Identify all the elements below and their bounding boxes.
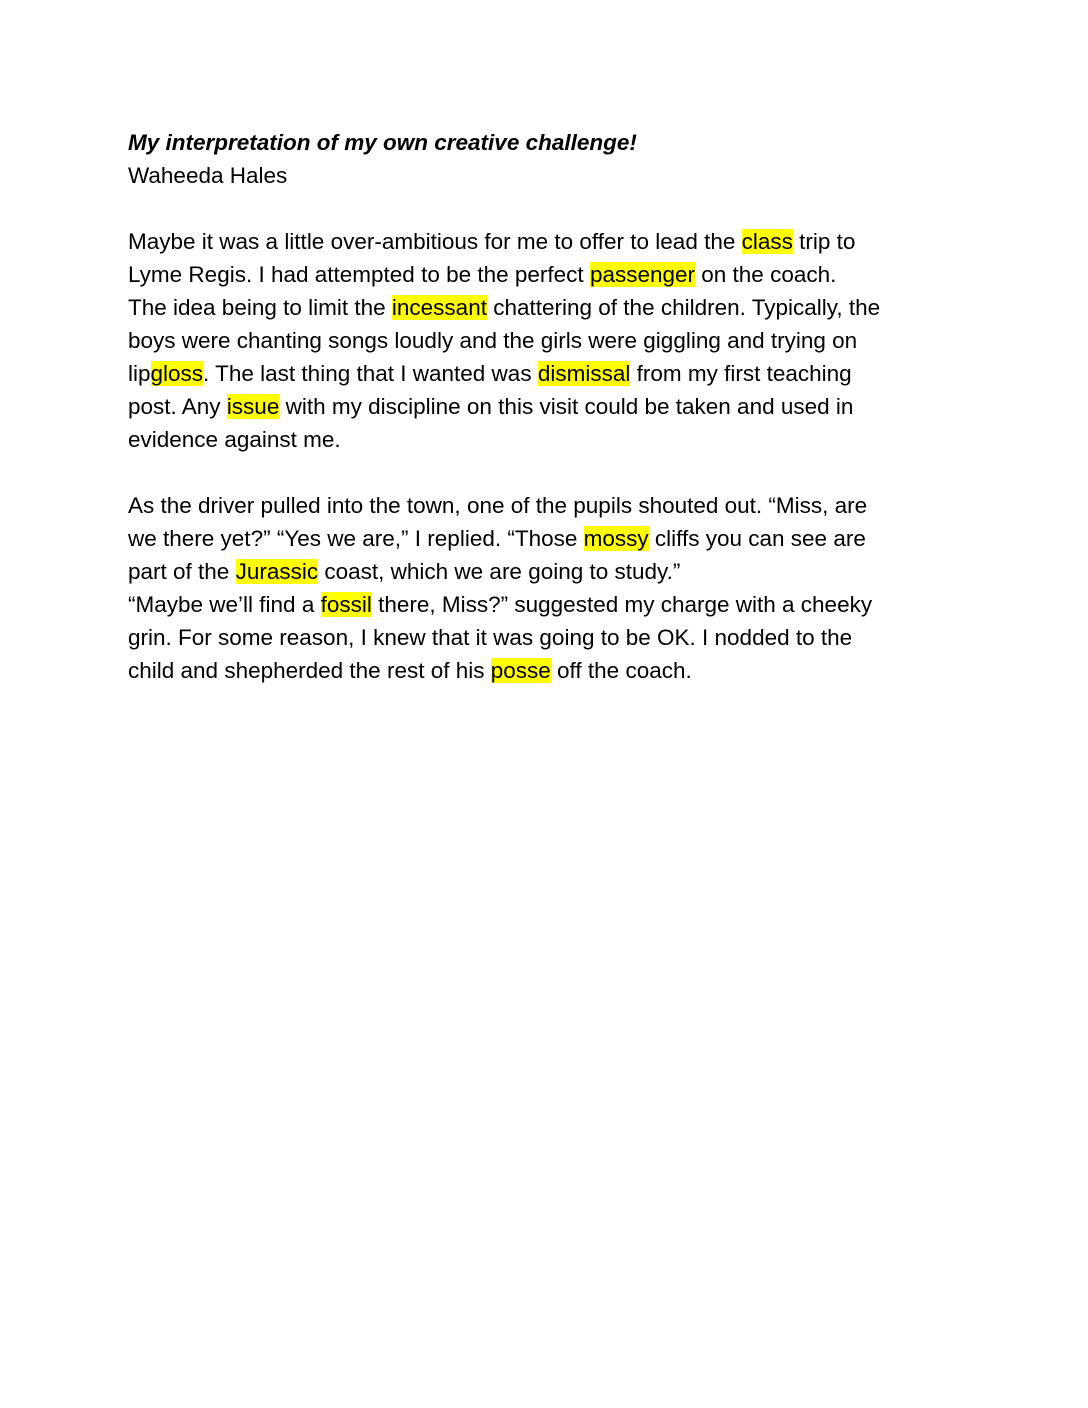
text-segment: The idea being to limit the	[128, 295, 392, 320]
text-segment: cliffs you can see are	[648, 526, 866, 551]
text-line	[128, 654, 978, 687]
spacer	[128, 192, 978, 225]
highlighted-word: posse	[490, 658, 551, 683]
text-line	[128, 324, 978, 357]
highlighted-word: class	[741, 229, 793, 254]
paragraph-spacer	[128, 456, 978, 489]
highlighted-word: Jurassic	[235, 559, 319, 584]
text-segment: lip	[128, 361, 151, 386]
text-line	[128, 621, 978, 654]
text-line	[128, 225, 978, 258]
text-segment: Lyme Regis. I had attempted to be the perfect	[128, 262, 590, 287]
text-segment: off the coach.	[550, 658, 692, 683]
text-line	[128, 357, 978, 390]
text-segment: with my discipline on this visit could be taken and used in	[279, 394, 854, 419]
document-body	[128, 225, 978, 687]
highlighted-word: fossil	[320, 592, 372, 617]
text-segment: post. Any	[128, 394, 227, 419]
highlighted-word: passenger	[589, 262, 696, 287]
text-segment: grin. For some reason, I knew that it was going to be OK. I nodded to the	[128, 625, 853, 650]
document-title: My interpretation of my own creative challenge!	[128, 130, 637, 155]
text-segment: trip to	[792, 229, 856, 254]
paragraph	[128, 489, 978, 687]
text-segment: evidence against me.	[128, 427, 341, 452]
author-name: Waheeda Hales	[128, 163, 288, 188]
text-segment: from my first teaching	[630, 361, 852, 386]
highlighted-word: mossy	[583, 526, 649, 551]
paragraph	[128, 225, 978, 456]
text-segment: part of the	[128, 559, 236, 584]
text-segment: boys were chanting songs loudly and the girls were giggling and trying on	[128, 328, 858, 353]
text-line	[128, 522, 978, 555]
highlighted-word: incessant	[391, 295, 487, 320]
text-segment: we there yet?” “Yes we are,” I replied. “Those	[128, 526, 584, 551]
document-page	[128, 126, 978, 687]
text-segment: chattering of the children. Typically, the	[486, 295, 881, 320]
text-line	[128, 258, 978, 291]
highlighted-word: gloss	[150, 361, 204, 386]
highlighted-word: issue	[226, 394, 280, 419]
text-segment: Maybe it was a little over-ambitious for me to offer to lead the	[128, 229, 742, 254]
text-line	[128, 489, 978, 522]
text-segment: “Maybe we’ll find a	[128, 592, 321, 617]
text-segment: coast, which we are going to study.”	[318, 559, 681, 584]
text-segment: there, Miss?” suggested my charge with a cheeky	[371, 592, 873, 617]
text-segment: As the driver pulled into the town, one of the pupils shouted out. “Miss, are	[128, 493, 868, 518]
highlighted-word: dismissal	[537, 361, 631, 386]
text-line	[128, 588, 978, 621]
text-segment: child and shepherded the rest of his	[128, 658, 491, 683]
text-line	[128, 390, 978, 423]
text-segment: . The last thing that I wanted was	[203, 361, 538, 386]
text-segment: on the coach.	[695, 262, 837, 287]
text-line	[128, 555, 978, 588]
text-line	[128, 291, 978, 324]
text-line	[128, 423, 978, 456]
